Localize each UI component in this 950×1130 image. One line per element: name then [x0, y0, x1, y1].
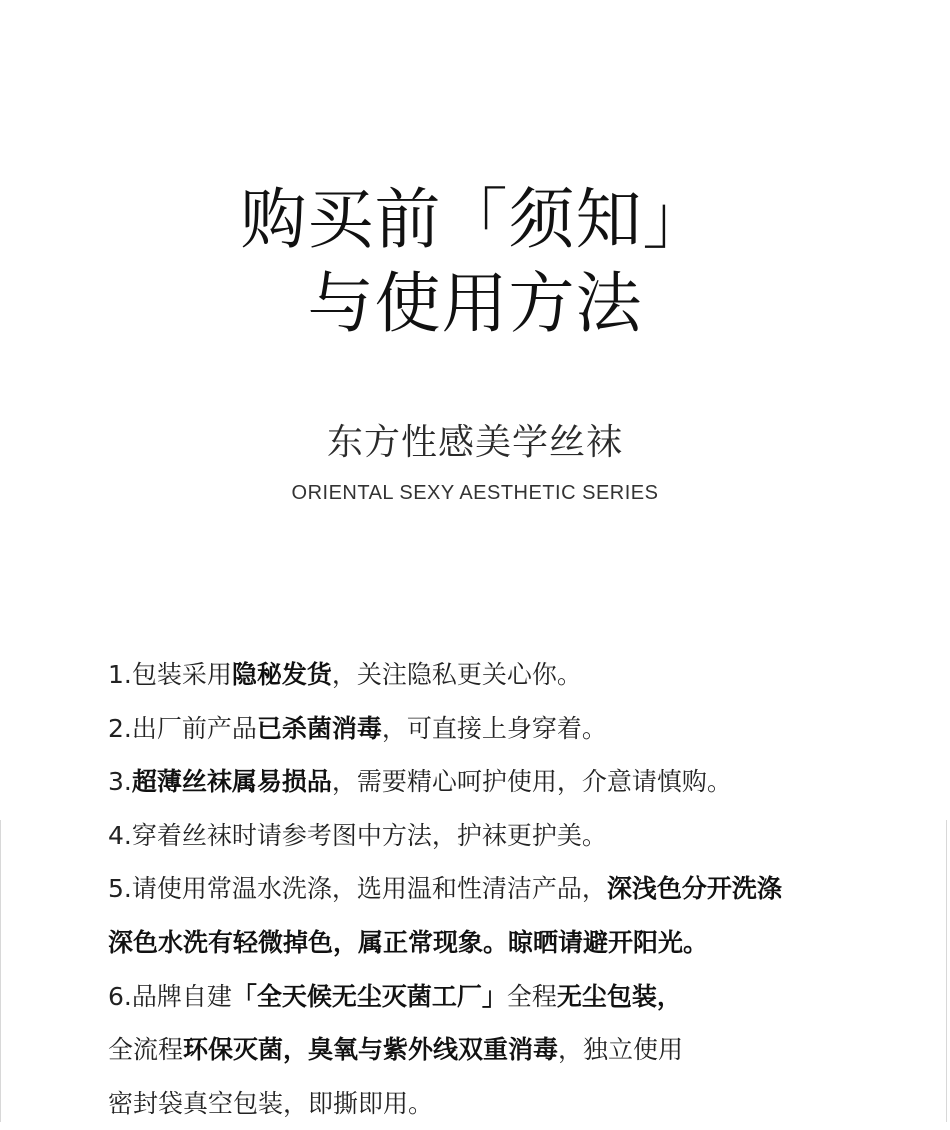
note-text: 1.包装采用 — [108, 660, 232, 689]
note-line — [108, 916, 908, 970]
note-emphasis-text: 无尘包装， — [556, 981, 682, 1011]
note-line — [108, 862, 908, 916]
note-line — [108, 970, 908, 1024]
note-text: 2.出厂前产品 — [108, 713, 257, 743]
note-line — [108, 755, 908, 809]
note-line — [108, 702, 908, 756]
note-line — [108, 1077, 908, 1130]
usage-notes-list — [108, 648, 908, 1130]
note-text: 密封袋真空包装，即撕即用。 — [108, 1088, 434, 1118]
left-edge-divider — [0, 820, 1, 1122]
note-text: 全程 — [506, 981, 557, 1011]
note-text: 4.穿着丝袜时请参考图中方法，护袜更护美。 — [108, 820, 607, 850]
note-text: 6.品牌自建 — [108, 981, 232, 1011]
subtitle-chinese: 东方性感美学丝袜 — [326, 422, 623, 463]
note-text: 3. — [108, 767, 132, 797]
note-emphasis-text: 环保灭菌，臭氧与紫外线双重消毒 — [183, 1035, 559, 1065]
note-emphasis-text: 深色水洗有轻微掉色，属正常现象。晾晒请避开阳光。 — [108, 927, 709, 957]
note-emphasis-text: 已杀菌消毒 — [256, 713, 382, 743]
note-emphasis-text: 深浅色分开洗涤 — [606, 874, 782, 904]
right-edge-divider — [946, 820, 947, 1122]
title-line-1: 购买前「须知」 — [240, 181, 710, 258]
note-text: ，可直接上身穿着。 — [381, 713, 607, 743]
note-text: ，需要精心呵护使用，介意请慎购。 — [331, 767, 732, 797]
note-emphasis-text: 「全天候无尘灭菌工厂」 — [231, 981, 507, 1011]
note-emphasis-text: 隐秘发货 — [231, 660, 332, 689]
page-title — [0, 178, 950, 346]
note-text: 全流程 — [108, 1035, 184, 1065]
note-text: ，独立使用 — [558, 1035, 684, 1065]
note-text: 5.请使用常温水洗涤，选用温和性清洁产品， — [108, 874, 607, 904]
note-line — [108, 809, 908, 863]
note-emphasis-text: 超薄丝袜属易损品 — [131, 767, 332, 797]
note-line — [108, 1023, 908, 1077]
subtitle-english: ORIENTAL SEXY AESTHETIC SERIES — [291, 482, 659, 504]
note-line — [108, 648, 908, 702]
title-line-2: 与使用方法 — [307, 265, 643, 342]
note-text: ，关注隐私更关心你。 — [331, 660, 582, 689]
